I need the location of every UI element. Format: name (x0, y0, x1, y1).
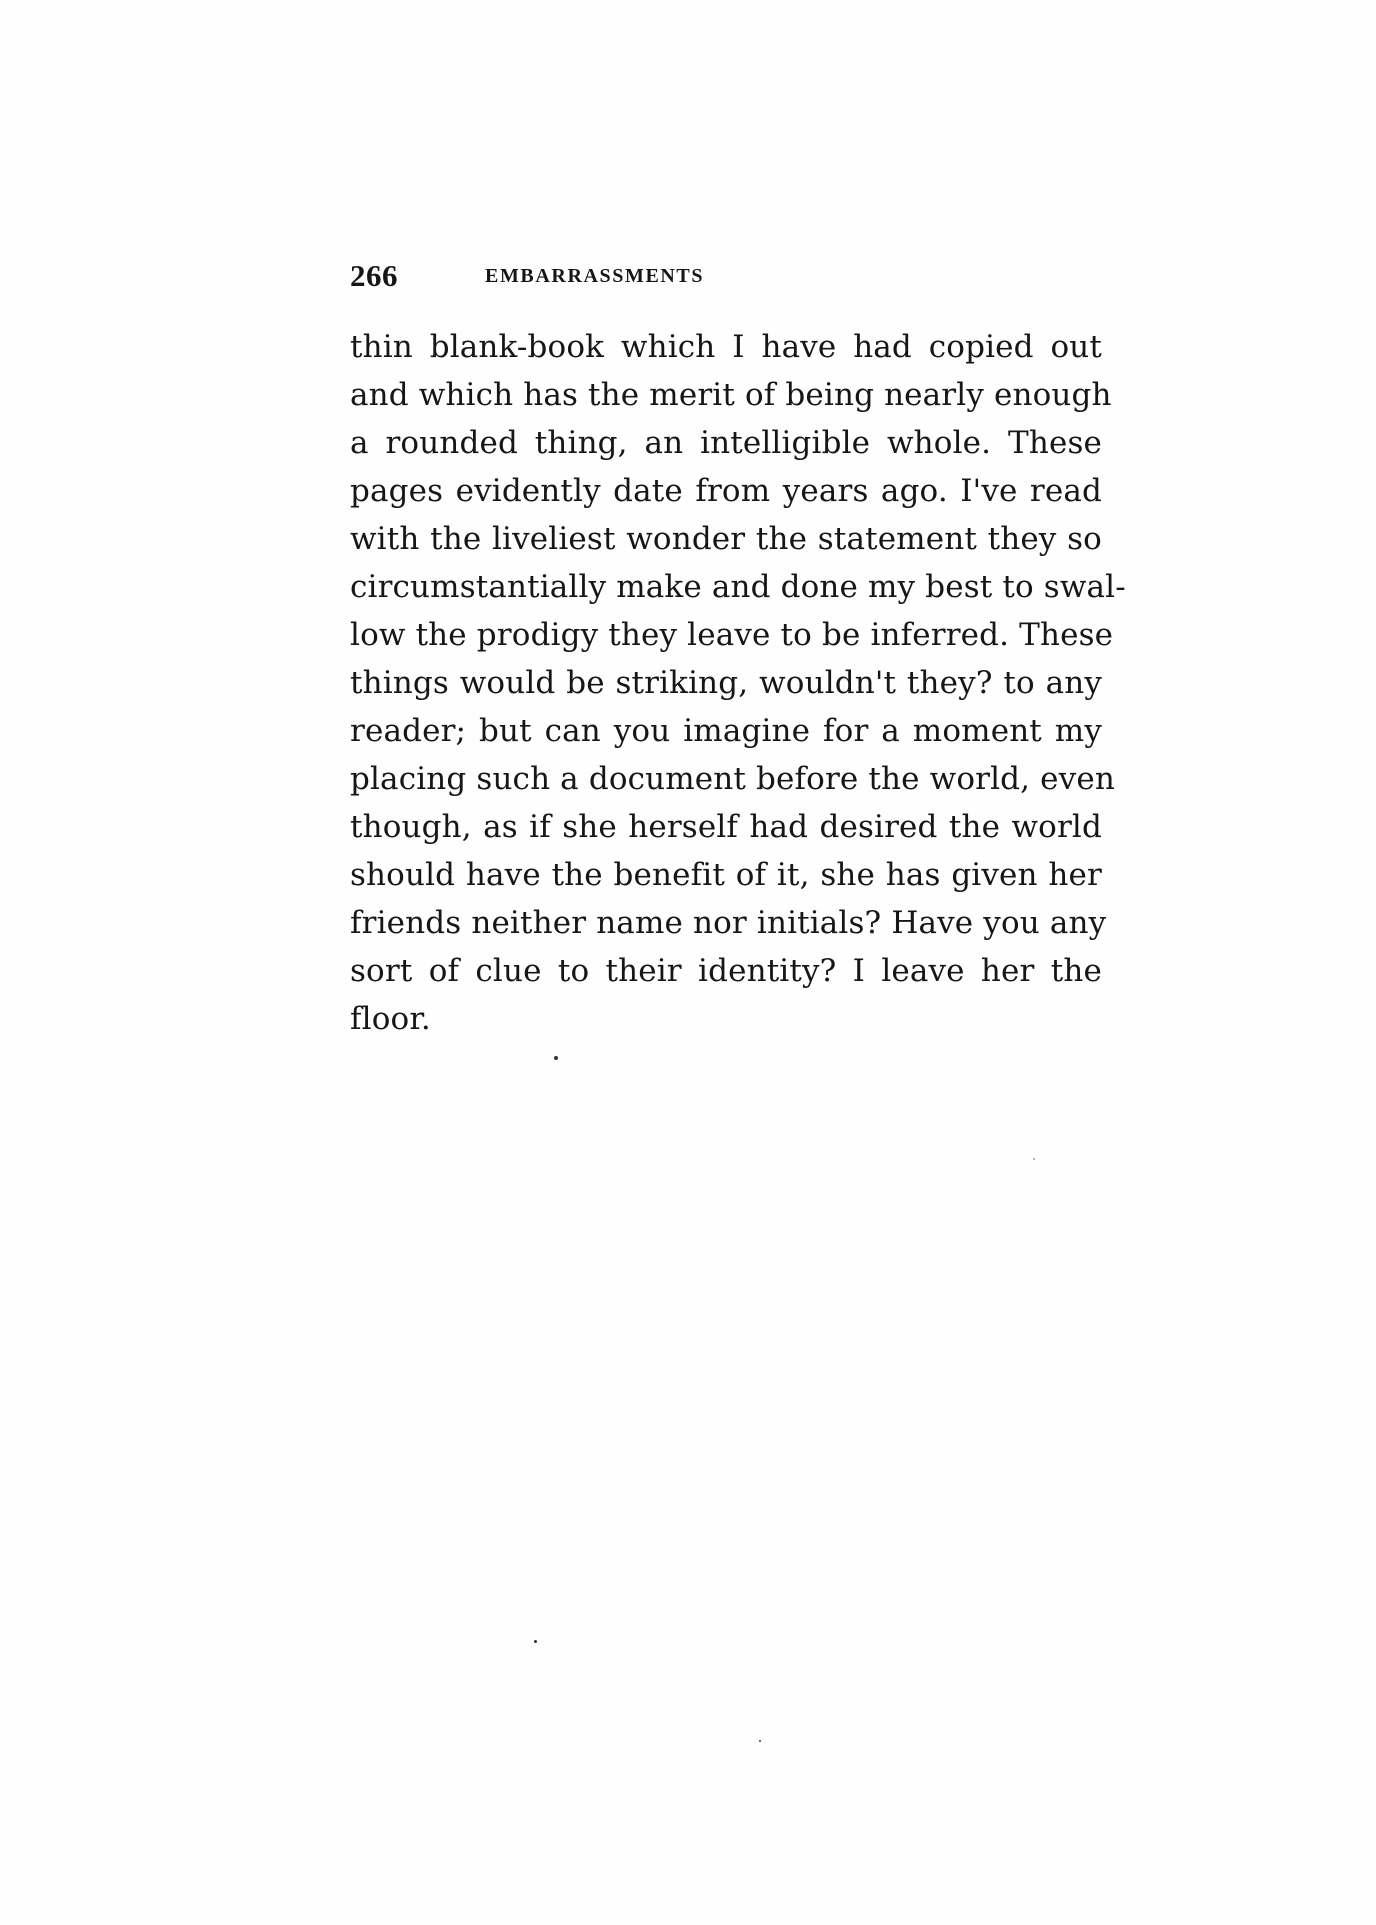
scan-speck (554, 1056, 558, 1060)
text-line: low the prodigy they leave to be inferred. These (350, 617, 1114, 653)
body-text (350, 323, 1126, 1043)
scan-speck (759, 1740, 761, 1742)
text-line: a rounded thing, an intelligible whole. These (350, 425, 1102, 461)
text-line: with the liveliest wonder the statement they so (350, 521, 1102, 557)
text-line: circumstantially make and done my best to swal- (350, 569, 1126, 605)
text-line: should have the benefit of it, she has given her (350, 857, 1102, 893)
text-line: floor. (350, 1001, 431, 1037)
running-head (350, 258, 1110, 298)
text-line: thin blank-book which I have had copied out (350, 329, 1102, 365)
text-line: sort of clue to their identity? I leave her the (350, 953, 1102, 989)
text-line: reader; but can you imagine for a moment my (350, 713, 1102, 749)
text-line: and which has the merit of being nearly enough (350, 377, 1112, 413)
text-line: pages evidently date from years ago. I've read (350, 473, 1102, 509)
text-line: placing such a document before the world, even (350, 761, 1115, 797)
scan-speck (1033, 1158, 1035, 1160)
running-title: EMBARRASSMENTS (485, 265, 705, 287)
page-number: 266 (350, 258, 398, 293)
text-line: friends neither name nor initials? Have you any (350, 905, 1107, 941)
scan-speck (534, 1640, 537, 1643)
text-line: things would be striking, wouldn't they? to any (350, 665, 1102, 701)
text-line: though, as if she herself had desired the world (350, 809, 1102, 845)
